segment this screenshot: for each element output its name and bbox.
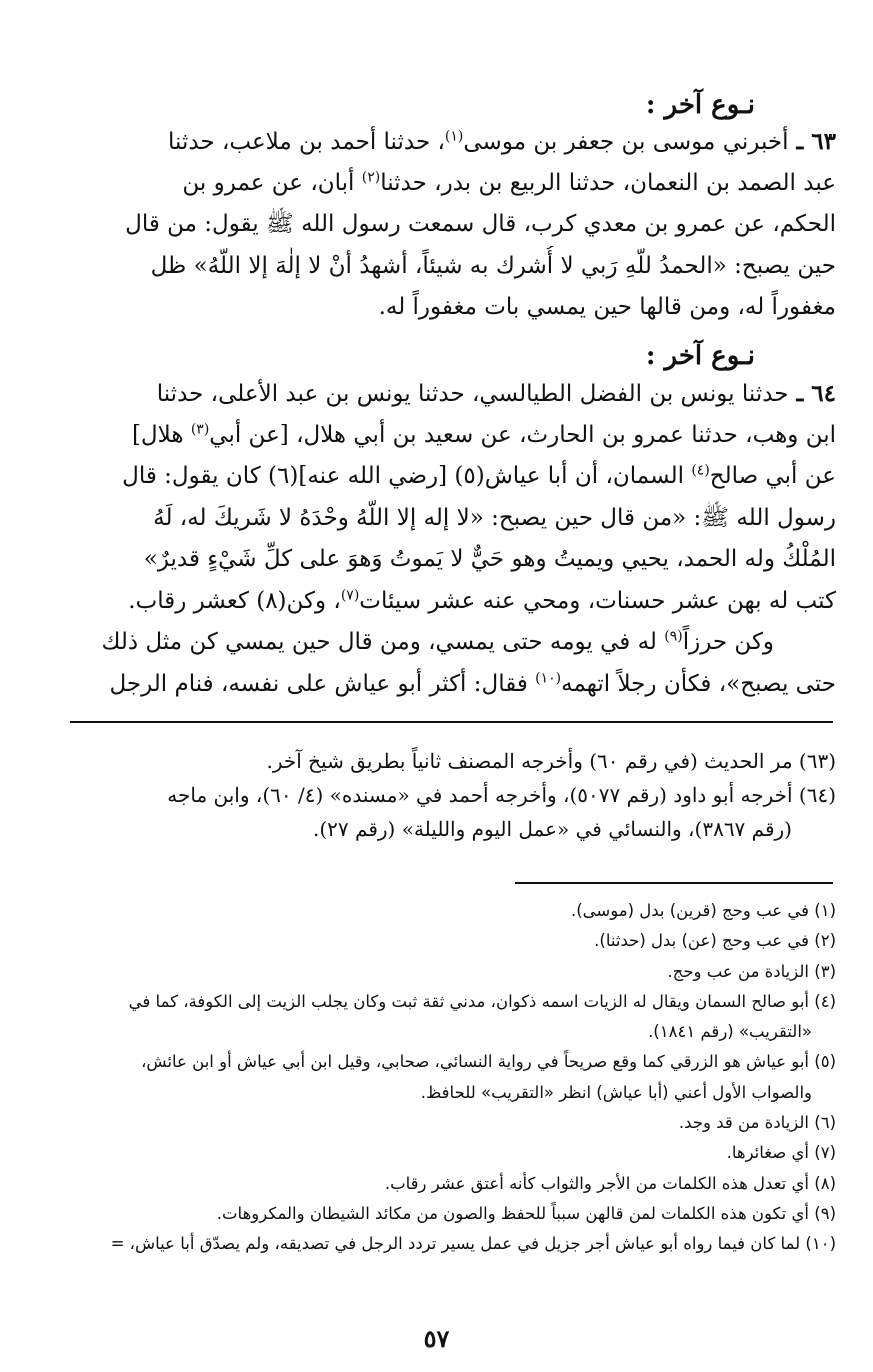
- text-line: [70, 622, 836, 664]
- hadith-64-body: [70, 373, 836, 705]
- text-line: حين يصبح: «الحمدُ للّهِ رَبي لا أُشرك به شيئاً، أشهدُ أنْ لا إلٰهَ إلا اللّهُ» ظل: [150, 252, 836, 279]
- text-line: مغفوراً له، ومن قالها حين يمسي بات مغفوراً له.: [378, 294, 836, 320]
- footnote-marker: (١): [444, 128, 464, 145]
- text-line: [70, 121, 836, 163]
- hadith-number: ٦٣ ـ: [788, 128, 836, 155]
- text-run: عن أبي صالح: [709, 463, 836, 489]
- footnote-marker: (٣): [190, 420, 210, 437]
- text-run: ، حدثنا أحمد بن ملاعب، حدثنا: [168, 129, 445, 155]
- text-line: [70, 373, 836, 415]
- footnote: (١٠) لما كان فيما رواه أبو عياش أجر جزيل في عمل يسير تردد الرجل في تصديقه، ولم يصدّق أبا عياش، =: [110, 1234, 836, 1254]
- footnote-marker: (١٠): [535, 669, 562, 686]
- section-heading: نـوع آخر :: [645, 90, 755, 120]
- reference-line: (رقم ٣٨٦٧)، والنسائي في «عمل اليوم والليلة» (رقم ٢٧).: [313, 817, 792, 841]
- text-run: أخبرني موسى بن جعفر بن موسى: [463, 129, 789, 155]
- footnote: (٥) أبو عياش هو الزرقي كما وقع صريحاً في رواية النسائي، صحابي، وقيل ابن أبي عياش أو ابن عائش،: [141, 1052, 836, 1072]
- text-run: ، وكن(٨) كعشر رقاب.: [128, 587, 341, 614]
- footnote: (١) في عب وحج (قرين) بدل (موسى).: [570, 901, 836, 920]
- text-run: عبد الصمد بن النعمان، حدثنا الربيع بن بدر، حدثنا: [380, 169, 836, 196]
- footnote: (٨) أي تعدل هذه الكلمات من الأجر والثواب كأنه أعتق عشر رقاب.: [384, 1173, 836, 1193]
- text-line: [70, 456, 836, 498]
- text-run: كتب له بهن عشر حسنات، ومحي عنه عشر سيئات: [359, 587, 836, 614]
- footnote: (٣) الزيادة من عب وحج.: [667, 961, 836, 981]
- footnote-marker: (٩): [664, 628, 683, 645]
- footnote: (٤) أبو صالح السمان ويقال له الزيات اسمه ذكوان، مدني ثقة ثبت وكان يجلب الزيت إلى الكوفة، كما في: [128, 991, 836, 1011]
- text-line: الحكم، عن عمرو بن معدي كرب، قال سمعت رسول الله ﷺ يقول: من قال: [125, 211, 836, 237]
- text-run: حدثنا يونس بن الفضل الطيالسي، حدثنا يونس بن عبد الأعلى، حدثنا: [156, 381, 789, 407]
- text-line: المُلْكُ وله الحمد، يحيي ويميتُ وهو حَيٌّ لا يَموتُ وَهوَ على كلِّ شَيْءٍ قديرٌ»: [143, 546, 836, 572]
- page-number: ٥٧: [423, 1324, 450, 1353]
- text-line: [70, 664, 836, 706]
- section-heading: نـوع آخر :: [645, 341, 755, 371]
- footnote: (٦) الزيادة من قد وجد.: [678, 1113, 836, 1133]
- hadith-number: ٦٤ ـ: [788, 380, 836, 407]
- text-run: هلال]: [131, 421, 191, 448]
- hadith-63-body: [70, 121, 836, 329]
- text-run: فقال: أكثر أبو عياش على نفسه، فنام الرجل: [109, 670, 536, 697]
- footnote-divider: [515, 882, 833, 884]
- text-run: حتى يصبح»، فكأن رجلاً اتهمه: [561, 670, 836, 697]
- text-line: [70, 415, 836, 457]
- footnotes-block: [70, 896, 836, 1260]
- divider-rule: [70, 721, 833, 723]
- text-run: أبان، عن عمرو بن: [182, 169, 362, 196]
- text-line: [70, 163, 836, 205]
- reference-line: (٦٣) مر الحديث (في رقم ٦٠) وأخرجه المصنف ثانياً بطريق شيخ آخر.: [266, 749, 836, 773]
- footnote: والصواب الأول أعني (أبا عياش) انظر «التقريب» للحافظ.: [420, 1082, 812, 1102]
- footnote-marker: (٤): [691, 462, 710, 479]
- footnote: (٧) أي صغائرها.: [726, 1143, 836, 1163]
- footnote: «التقريب» (رقم ١٨٤١).: [648, 1022, 812, 1042]
- footnote: (٩) أي تكون هذه الكلمات لمن قالهن سبباً للحفظ والصون من مكائد الشيطان والمكروهات.: [216, 1203, 836, 1223]
- reference-line: (٦٤) أخرجه أبو داود (رقم ٥٠٧٧)، وأخرجه أحمد في «مسنده» (٤/ ٦٠)، وابن ماجه: [167, 783, 836, 807]
- text-run: وكن حرزاً: [682, 629, 774, 655]
- text-line: [70, 581, 836, 623]
- text-run: ابن وهب، حدثنا عمرو بن الحارث، عن سعيد بن أبي هلال، [عن أبي: [209, 421, 836, 448]
- footnote-marker: (٢): [361, 168, 381, 185]
- text-run: السمان، أن أبا عياش(٥) [رضي الله عنه](٦) كان يقول: قال: [122, 463, 692, 489]
- footnote-marker: (٧): [340, 586, 360, 603]
- footnote: (٢) في عب وحج (عن) بدل (حدثنا).: [594, 931, 836, 951]
- references-block: [70, 744, 836, 846]
- text-line: رسول الله ﷺ: «من قال حين يصبح: «لا إله إلا اللّهُ وحْدَهُ لا شَريكَ له، لَهُ: [153, 504, 836, 531]
- text-run: له في يومه حتى يمسي، ومن قال حين يمسي كن مثل ذلك: [101, 629, 665, 655]
